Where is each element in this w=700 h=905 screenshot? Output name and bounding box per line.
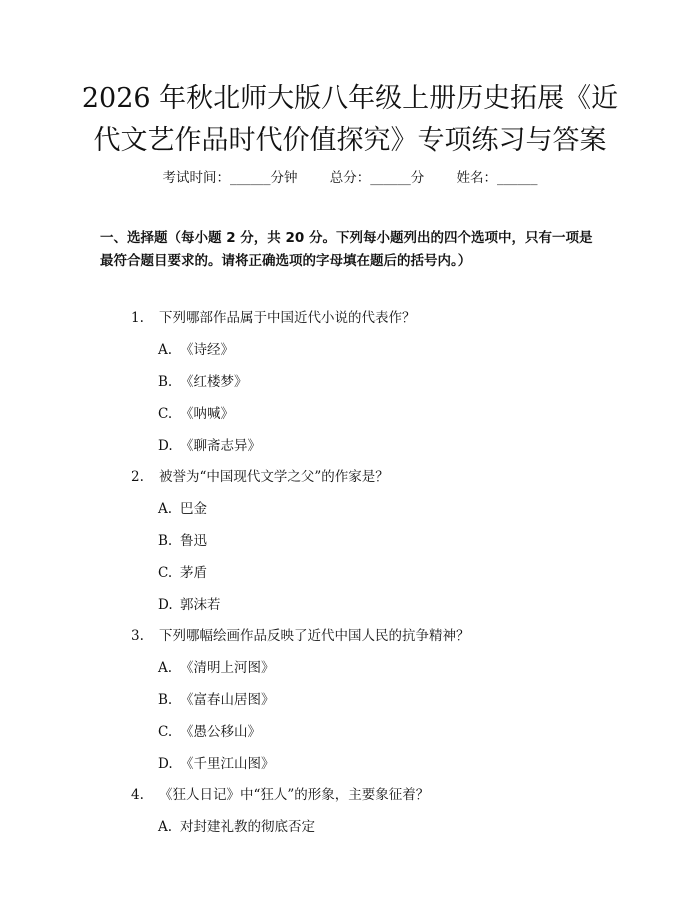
option-3a (158, 658, 275, 678)
option-text: 鲁迅 (180, 533, 207, 549)
option-text: 《红楼梦》 (180, 374, 248, 390)
option-text: 《富春山居图》 (180, 692, 275, 708)
option-letter: B. (158, 533, 173, 549)
option-text: 《呐喊》 (180, 406, 234, 422)
question-number: 3. (131, 628, 144, 644)
question-number: 2. (131, 469, 144, 485)
option-text: 《诗经》 (180, 342, 234, 358)
option-text: 《清明上河图》 (180, 660, 275, 676)
question-text: 《狂人日记》中“狂人”的形象，主要象征着？ (159, 787, 430, 803)
title-line-2: 代文艺作品时代价值探究》专项练习与答案 (93, 125, 607, 156)
student-name: 姓名：______ (456, 170, 538, 186)
option-1a (158, 340, 234, 360)
section-heading: 一、选择题（每小题 2 分，共 20 分。下列每小题列出的四个选项中，只有一项是最符合题目要求的。请将正确选项的字母填在题后的括号内。） (100, 230, 593, 269)
option-text: 郭沫若 (180, 597, 221, 613)
option-text: 《愚公移山》 (180, 724, 261, 740)
option-2c (158, 563, 207, 583)
option-2d (158, 595, 221, 615)
option-text: 对封建礼教的彻底否定 (180, 819, 315, 835)
question-3 (131, 626, 470, 646)
option-3c (158, 722, 261, 742)
option-1d (158, 436, 261, 456)
option-2a (158, 499, 207, 519)
document-title (0, 78, 700, 162)
option-letter: C. (158, 406, 173, 422)
exam-time: 考试时间：______分钟 (162, 170, 298, 186)
option-text: 《聊斋志异》 (180, 438, 261, 454)
exam-meta (0, 168, 700, 188)
question-text: 下列哪幅绘画作品反映了近代中国人民的抗争精神？ (159, 628, 470, 644)
option-letter: A. (158, 501, 173, 517)
option-3d (158, 754, 275, 774)
option-text: 巴金 (180, 501, 207, 517)
option-1c (158, 404, 234, 424)
option-3b (158, 690, 275, 710)
option-2b (158, 531, 207, 551)
option-letter: D. (158, 438, 173, 454)
total-score: 总分：______分 (329, 170, 425, 186)
question-number: 4. (131, 787, 144, 803)
title-line-1: 2026 年秋北师大版八年级上册历史拓展《近 (81, 83, 619, 114)
question-4 (131, 785, 429, 805)
option-text: 茅盾 (180, 565, 207, 581)
option-letter: D. (158, 597, 173, 613)
question-text: 被誉为“中国现代文学之父”的作家是？ (159, 469, 389, 485)
option-1b (158, 372, 248, 392)
option-letter: A. (158, 660, 173, 676)
option-letter: C. (158, 565, 173, 581)
option-letter: C. (158, 724, 173, 740)
option-letter: D. (158, 756, 173, 772)
question-2 (131, 467, 389, 487)
option-text: 《千里江山图》 (180, 756, 275, 772)
option-letter: A. (158, 819, 173, 835)
option-letter: B. (158, 692, 173, 708)
question-number: 1. (131, 310, 144, 326)
option-letter: B. (158, 374, 173, 390)
question-1 (131, 308, 416, 328)
question-text: 下列哪部作品属于中国近代小说的代表作？ (159, 310, 416, 326)
option-letter: A. (158, 342, 173, 358)
option-4a (158, 817, 315, 837)
